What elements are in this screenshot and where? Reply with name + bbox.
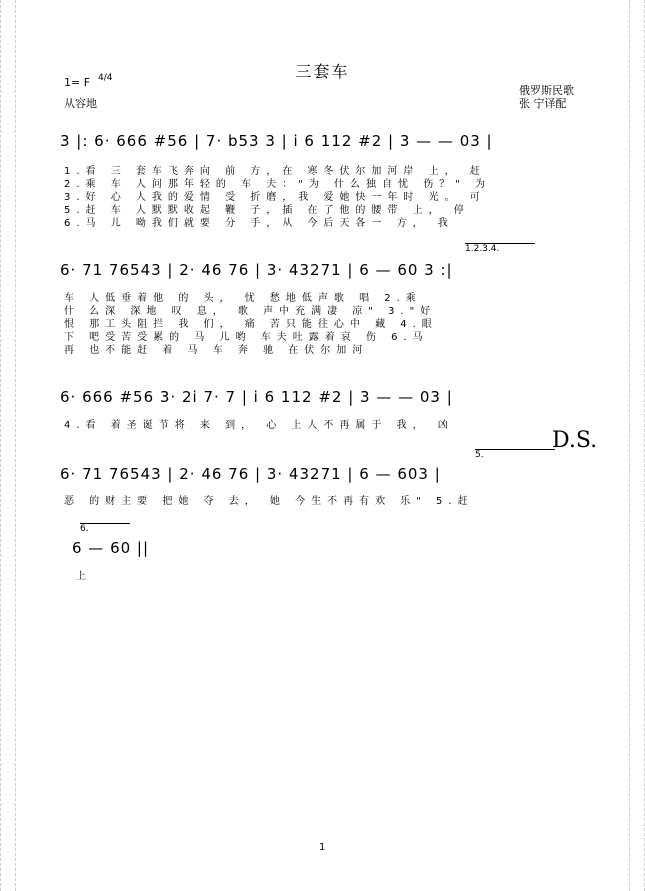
page-number: 1 xyxy=(319,842,326,853)
lyric-line: 4.看 着圣诞节将 来 到， 心 上人不再属于 我， 凶 xyxy=(64,420,454,431)
lyric-line: 上 xyxy=(76,571,92,582)
lyric-line: 恶 的财主要 把她 夺 去， 她 今生不再有欢 乐" 5.赶 xyxy=(64,496,474,507)
music-system-3 xyxy=(60,388,580,438)
time-signature: 4/4 xyxy=(98,73,113,83)
arranger: 张 宁译配 xyxy=(519,97,567,110)
watermark-strip-left xyxy=(0,0,16,891)
key-signature: 1= F xyxy=(64,76,91,89)
music-system-4 xyxy=(60,450,580,515)
lyric-line: 什 么深 深地 叹 息， 歌 声中充满凄 凉" 3."好 xyxy=(64,306,437,317)
lyric-line: 2.乘 车 人问那年轻的 车 夫："为 什么独自忧 伤？" 为 xyxy=(64,179,491,190)
music-system-2 xyxy=(60,244,580,361)
volta-bracket: 1.2.3.4. xyxy=(465,243,535,254)
page-title: 三套车 xyxy=(295,62,350,81)
notation-line: 6 — 60 || xyxy=(72,539,150,557)
music-system-1 xyxy=(60,132,580,232)
lyric-line: 3.好 心 人我的爱情 受 折磨，我 爱她快一年时 光。 可 xyxy=(64,192,486,203)
notation-line: 6· 71 76543 | 2· 46 76 | 3· 43271 | 6 — 60 3 :| xyxy=(60,261,453,279)
tempo-marking: 从容地 xyxy=(64,97,97,110)
lyric-line: 1.看 三 套车飞奔向 前 方，在 寒冬伏尔加河岸 上， 赶 xyxy=(64,166,486,177)
composer: 俄罗斯民歌 xyxy=(519,84,574,97)
lyric-line: 车 人低垂着他 的 头， 忧 愁地低声歌 唱 2.乘 xyxy=(64,293,422,304)
volta-bracket: 5. xyxy=(475,449,555,460)
volta-bracket: 6. xyxy=(80,523,130,534)
lyric-line: 恨 那工头阻拦 我 们， 痛 苦只能往心中 藏 4.眼 xyxy=(64,319,438,330)
lyric-line: 6.马 儿 呦我们就要 分 手，从 今后天各一 方， 我 xyxy=(64,218,454,229)
lyric-line: 5.赶 车 人默默收起 鞭 子，插 在了他的腰带 上， 停 xyxy=(64,205,470,216)
dal-segno-marking: D.S. xyxy=(552,428,598,453)
notation-line: 3 |: 6· 666 #56 | 7· b53 3 | i 6 112 #2 | 3 — — 03 | xyxy=(60,132,493,150)
notation-line: 6· 666 #56 3· 2i 7· 7 | i 6 112 #2 | 3 — — 03 | xyxy=(60,388,453,406)
music-system-5 xyxy=(72,524,192,589)
lyric-line: 下 吧受苦受累的 马 儿哟 车夫吐露着哀 伤 6.马 xyxy=(64,332,429,343)
notation-line: 6· 71 76543 | 2· 46 76 | 3· 43271 | 6 — 603 | xyxy=(60,465,441,483)
lyric-line: 再 也不能赶 着 马 车 奔 驰 在伏尔加河 xyxy=(64,345,369,356)
watermark-strip-right xyxy=(629,0,645,891)
